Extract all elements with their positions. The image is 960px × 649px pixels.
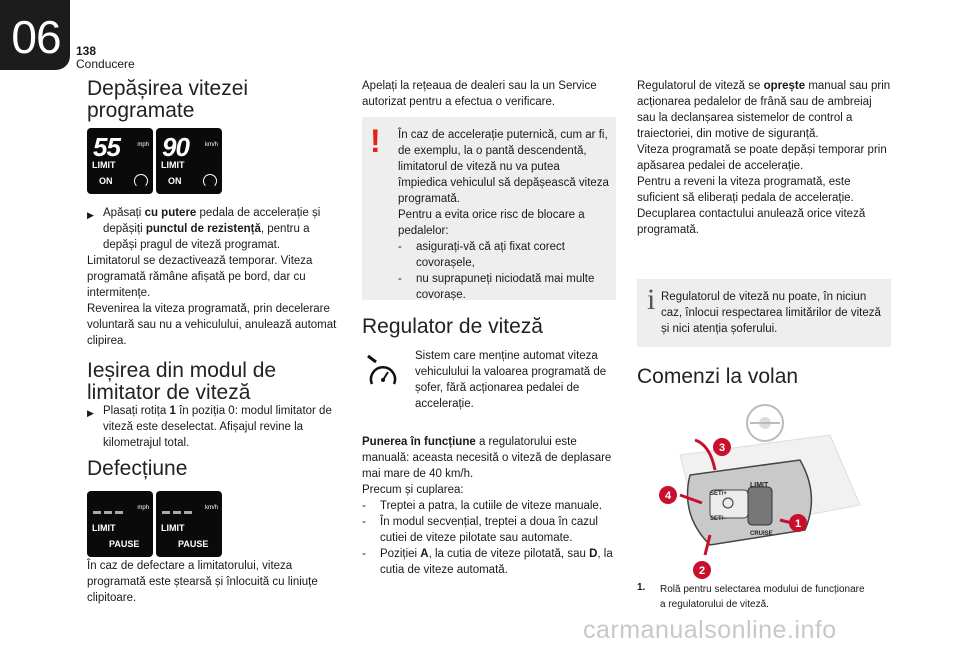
warning-icon: ! — [370, 123, 381, 159]
heading-steering-controls: Comenzi la volan — [637, 365, 799, 388]
bullet-item: ▶ Apăsați cu putere pedala de accelerație și depășiți punctul de rezistență, pentru a depăși pragul de viteză programat. — [87, 207, 321, 251]
limit-label: LIMIT — [161, 160, 185, 170]
cluster-display-mph-on — [87, 128, 153, 194]
speed-unit: mph — [137, 142, 149, 148]
paragraph: Limitatorul se dezactivează temporar. Viteza programată rămâne afișată pe bord, dar cu intermitențe. — [87, 255, 313, 299]
bullet-arrow-icon: ▶ — [87, 408, 94, 418]
limit-label: LIMIT — [750, 482, 769, 489]
limit-state: ON — [99, 176, 113, 186]
speed-value: 90 — [162, 132, 189, 162]
info-text: Regulatorul de viteză nu poate, în niciun caz, înlocui respectarea limitărilor de viteză și nici atenția șoferului. — [661, 291, 881, 335]
bullet-arrow-icon: ▶ — [87, 210, 94, 220]
cluster-display-mph-pause — [87, 491, 153, 557]
set-minus-label: SET/– — [710, 516, 727, 522]
chapter-tab — [0, 0, 70, 70]
failure-text: În caz de defectare a limitatorului, viteza programată este ștearsă și înlocuită cu liniuțe clipitoare. — [87, 560, 318, 604]
cruise-intro-text: Sistem care menține automat viteza vehiculului la valoarea programată de șofer, fără acționarea pedalei de accelerație. — [415, 350, 607, 410]
caption-text: Rolă pentru selectarea modului de funcționare a regulatorului de viteză. — [660, 584, 865, 610]
limit-label: LIMIT — [161, 523, 185, 533]
bullet-item: ▶ Plasați rotița 1 în poziția 0: modul limitator de viteză este deselectat. Afișajul revine la kilometrajul total. — [87, 405, 332, 449]
set-plus-label: SET/+ — [710, 491, 727, 497]
blinking-dashes — [162, 501, 202, 511]
speed-unit: mph — [137, 505, 149, 511]
speed-limiter-icon — [134, 174, 148, 188]
speed-limiter-icon — [203, 174, 217, 188]
svg-text:4: 4 — [664, 490, 672, 502]
warning-text: În caz de accelerație puternică, cum ar fi, de exemplu, la o pantă descendentă, limitatorul de viteză nu va putea împiedica vehiculul să depășească viteza programată. Pentru a evita orice risc de blocare a pedalelor: - asigurați-vă că ați fixat corect covorașele, - nu suprapuneți niciodată mai multe covorașe. — [398, 129, 609, 301]
paragraph: Revenirea la viteza programată, prin decelerare voluntară sau nu a vehiculului, anulează automat clipirea. — [87, 303, 337, 347]
cluster-display-kmh-on — [156, 128, 222, 194]
watermark: carmanualsonline.info — [583, 616, 837, 644]
exit-limiter-text — [87, 403, 342, 451]
cruise-activation-text: Punerea în funcțiune a regulatorului este manuală: aceasta necesită o viteză de deplasare mai mare de 40 km/h. Precum și cuplarea: - Treptei a patra, la cutiile de viteze manuale. - În modul secvențial, treptei a doua în cazul cutiei de viteze pilotate sau automate. - Poziției A, la cutia de viteze pilotată, sau D, la cutia de viteze automată. — [362, 436, 613, 576]
info-box — [637, 279, 891, 347]
cruise-stop-text: Regulatorul de viteză se oprește manual sau prin acționarea pedalelor de frână sau de ambreiaj sau la declanșarea sistemelor de control a traiectoriei, din motive de siguranță. Viteza programată se poate depăși temporar prin apăsarea pedalei de accelerație. Pentru a reveni la viteza programată, este suficient să eliberați pedala de accelerație. Decuplarea contactului anulează orice viteză programată. — [637, 80, 891, 236]
limit-state: ON — [168, 176, 182, 186]
page-number: 138 — [76, 44, 97, 58]
speed-unit: km/h — [204, 142, 218, 148]
chapter-number: 06 — [11, 11, 61, 63]
limit-state: PAUSE — [109, 539, 140, 549]
blinking-dashes — [93, 501, 133, 511]
heading-failure: Defecțiune — [87, 457, 188, 480]
cruise-label: CRUISE — [750, 531, 773, 537]
speed-value: 55 — [93, 132, 120, 162]
svg-text:1: 1 — [794, 518, 802, 530]
svg-text:2: 2 — [698, 565, 706, 577]
heading-exit-limiter: Ieșirea din modul de limitator de viteză — [87, 359, 277, 404]
heading-overspeed: Depășirea vitezei programate — [87, 77, 249, 122]
warning-box — [362, 117, 616, 300]
cruise-control-icon — [364, 352, 400, 392]
svg-text:3: 3 — [718, 442, 726, 454]
overspeed-text — [87, 205, 342, 349]
section-name: Conducere — [76, 57, 135, 71]
heading-cruise-control: Regulator de viteză — [362, 315, 543, 338]
info-icon: i — [647, 283, 656, 316]
cluster-display-kmh-pause — [156, 491, 222, 557]
service-text: Apelați la rețeaua de dealeri sau la un Service autorizat pentru a efectua o verificare. — [362, 80, 597, 108]
speed-unit: km/h — [204, 505, 218, 511]
caption-number: 1. — [637, 582, 646, 593]
steering-controls-diagram — [650, 395, 880, 580]
limit-state: PAUSE — [178, 539, 209, 549]
limit-label: LIMIT — [92, 160, 116, 170]
limit-label: LIMIT — [92, 523, 116, 533]
